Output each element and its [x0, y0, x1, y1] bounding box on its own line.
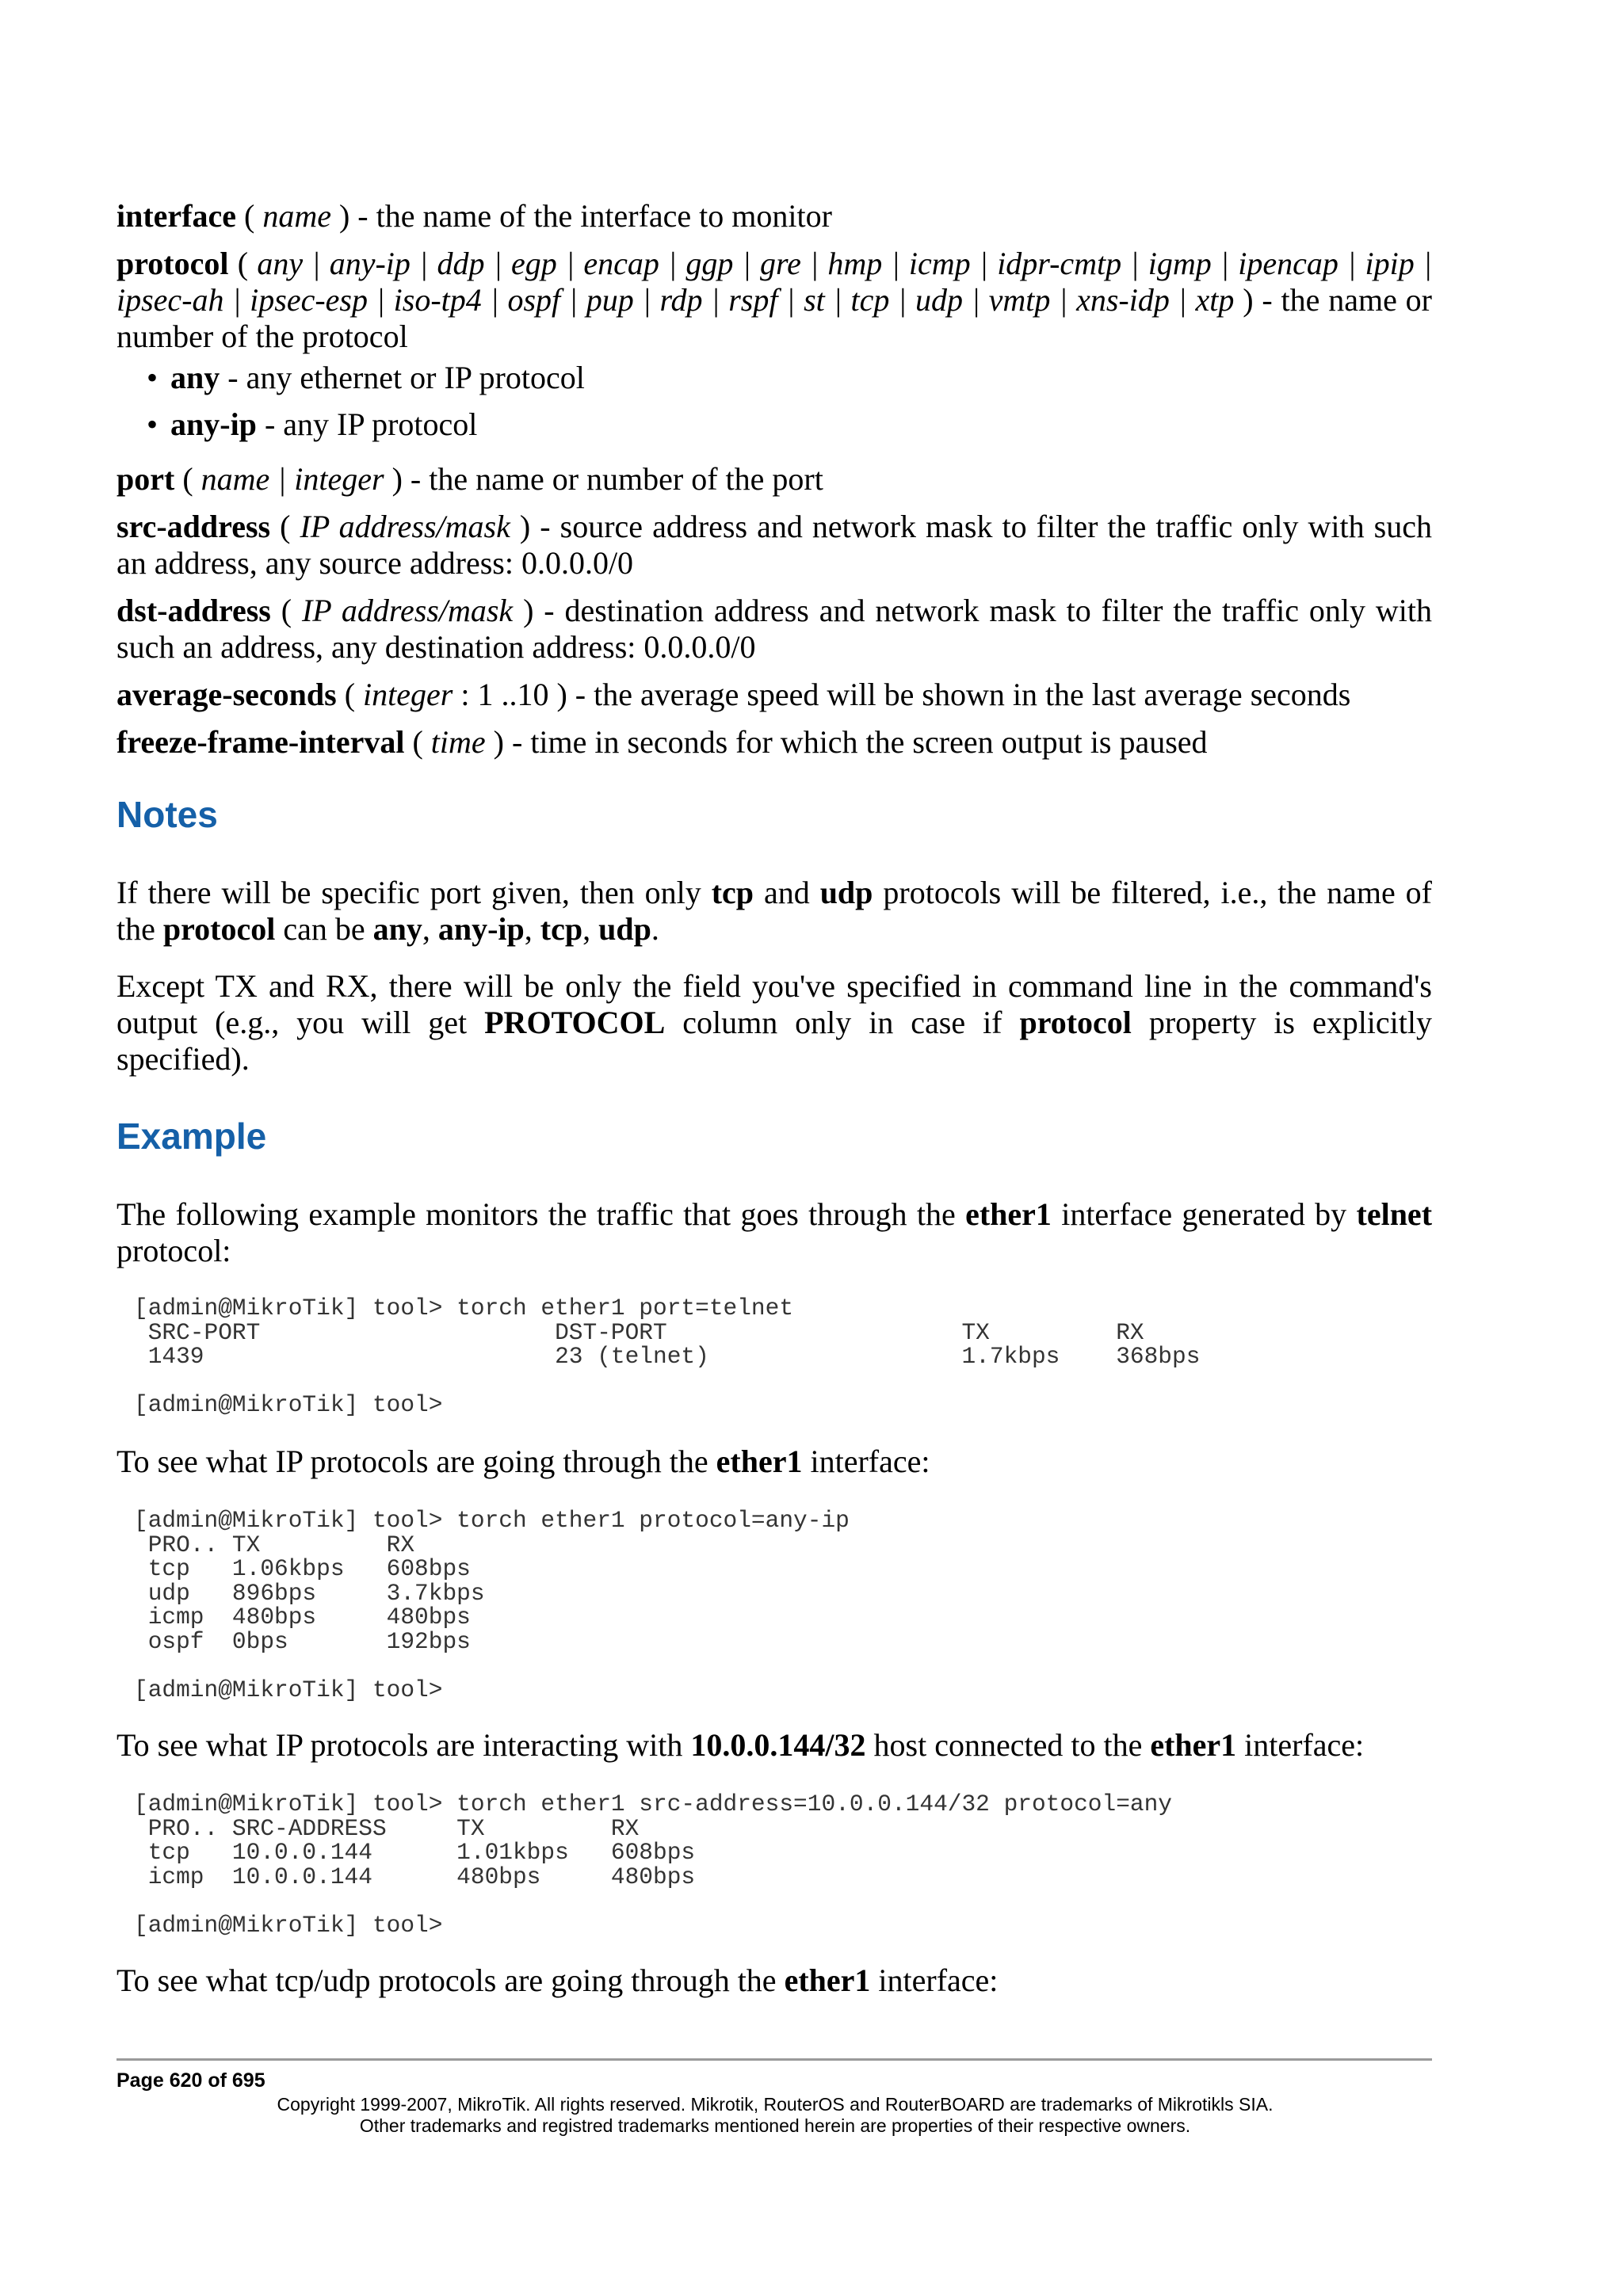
property-description: ) - time in seconds for which the screen output is paused	[485, 724, 1208, 760]
page-number: Page 620 of 695	[116, 2069, 265, 2092]
property-type: time	[430, 724, 486, 760]
list-item: • any-ip - any IP protocol	[147, 406, 478, 442]
footer-divider	[116, 2058, 1432, 2061]
property-interface: interface ( name ) - the name of the interface to monitor	[116, 198, 832, 234]
property-name: protocol	[116, 246, 229, 281]
property-average-seconds: average-seconds ( integer : 1 ..10 ) - the average speed will be shown in the last average seconds	[116, 677, 1351, 712]
list-item: • any - any ethernet or IP protocol	[147, 360, 585, 395]
property-description: ) - source address and network mask to filter the traffic only with such an address, any source address: 0.0.0.0/0	[116, 509, 1433, 581]
notes-paragraph: If there will be specific port given, then only tcp and udp protocols will be filtered, i.e., the name of the protocol can be any, any-ip, tcp, udp.	[116, 875, 1432, 947]
bullet-icon: •	[147, 360, 158, 395]
property-name: average-seconds	[116, 677, 337, 712]
example-paragraph: To see what IP protocols are going through the ether1 interface:	[116, 1444, 930, 1479]
property-description: ) - the name or number of the port	[384, 461, 823, 497]
property-name: dst-address	[116, 593, 271, 628]
example-intro: The following example monitors the traffic that goes through the ether1 interface generated by telnet protocol:	[116, 1196, 1433, 1268]
property-description: ) - destination address and network mask to filter the traffic only with such an address, any destination address: 0.0.0.0/0	[116, 593, 1432, 665]
copyright-line: Copyright 1999-2007, MikroTik. All rights reserved. Mikrotik, RouterOS and RouterBOARD are trademarks of Mikrotikls SIA.	[277, 2094, 1274, 2115]
code-block: [admin@MikroTik] tool> torch ether1 protocol=any-ip PRO.. TX RX tcp 1.06kbps 608bps udp 896bps 3.7kbps icmp 480bps 480bps ospf 0bps 192bps [admin@MikroTik] tool>	[134, 1507, 850, 1703]
property-name: port	[116, 461, 175, 497]
property-dst-address: dst-address ( IP address/mask ) - destination address and network mask to filter the traffic only with such an address, any destination address: 0.0.0.0/0	[116, 593, 1432, 665]
property-type: any | any-ip | ddp | egp | encap | ggp | gre | hmp | icmp | idpr-cmtp | igmp | ipencap | ipip | ipsec-ah | ipsec-esp | iso-tp4 | ospf | pup | rdp | rspf | st | tcp | udp | vmtp | xns-idp | xtp	[116, 246, 1432, 318]
example-paragraph: To see what IP protocols are interacting with 10.0.0.144/32 host connected to the ether1 interface:	[116, 1727, 1365, 1763]
section-heading-example: Example	[116, 1116, 267, 1157]
property-type: name	[262, 198, 331, 234]
bullet-icon: •	[147, 406, 158, 442]
property-name: src-address	[116, 509, 271, 544]
document-page	[116, 0, 1432, 2296]
property-freeze-frame-interval: freeze-frame-interval ( time ) - time in seconds for which the screen output is paused	[116, 724, 1208, 760]
property-type: integer	[363, 677, 453, 712]
property-port: port ( name | integer ) - the name or number of the port	[116, 461, 823, 497]
section-heading-notes: Notes	[116, 794, 218, 835]
property-type: name | integer	[200, 461, 384, 497]
property-src-address: src-address ( IP address/mask ) - source address and network mask to filter the traffic only with such an address, any source address: 0.0.0.0/0	[116, 509, 1433, 581]
property-name: freeze-frame-interval	[116, 724, 405, 760]
property-type: IP address/mask	[300, 509, 510, 544]
code-block: [admin@MikroTik] tool> torch ether1 src-address=10.0.0.144/32 protocol=any PRO.. SRC-ADDRESS TX RX tcp 10.0.0.144 1.01kbps 608bps icmp 10.0.0.144 480bps 480bps [admin@MikroTik] tool>	[134, 1791, 1173, 1939]
property-type: IP address/mask	[301, 593, 514, 628]
property-description: ) - the name or number of the protocol	[116, 282, 1432, 354]
trademark-line: Other trademarks and registred trademarks mentioned herein are properties of their respective owners.	[359, 2115, 1191, 2136]
property-name: interface	[116, 198, 237, 234]
property-description: ) - the name of the interface to monitor	[330, 198, 832, 234]
example-paragraph: To see what tcp/udp protocols are going through the ether1 interface:	[116, 1962, 999, 1998]
property-protocol: protocol ( any | any-ip | ddp | egp | encap | ggp | gre | hmp | icmp | idpr-cmtp | igmp | ipencap | ipip | ipsec-ah | ipsec-esp | iso-tp4 | ospf | pup | rdp | rspf | st | tcp | udp | vmtp | xns-idp | xtp ) - the name or number of the protocol	[116, 246, 1432, 354]
code-block: [admin@MikroTik] tool> torch ether1 port=telnet SRC-PORT DST-PORT TX RX 1439 23 (telnet) 1.7kbps 368bps [admin@MikroTik] tool>	[134, 1295, 1201, 1418]
property-description: : 1 ..10 ) - the average speed will be shown in the last average seconds	[453, 677, 1351, 712]
notes-paragraph: Except TX and RX, there will be only the field you've specified in command line in the command's output (e.g., you will get PROTOCOL column only in case if protocol property is explicitly specified).	[116, 968, 1433, 1077]
